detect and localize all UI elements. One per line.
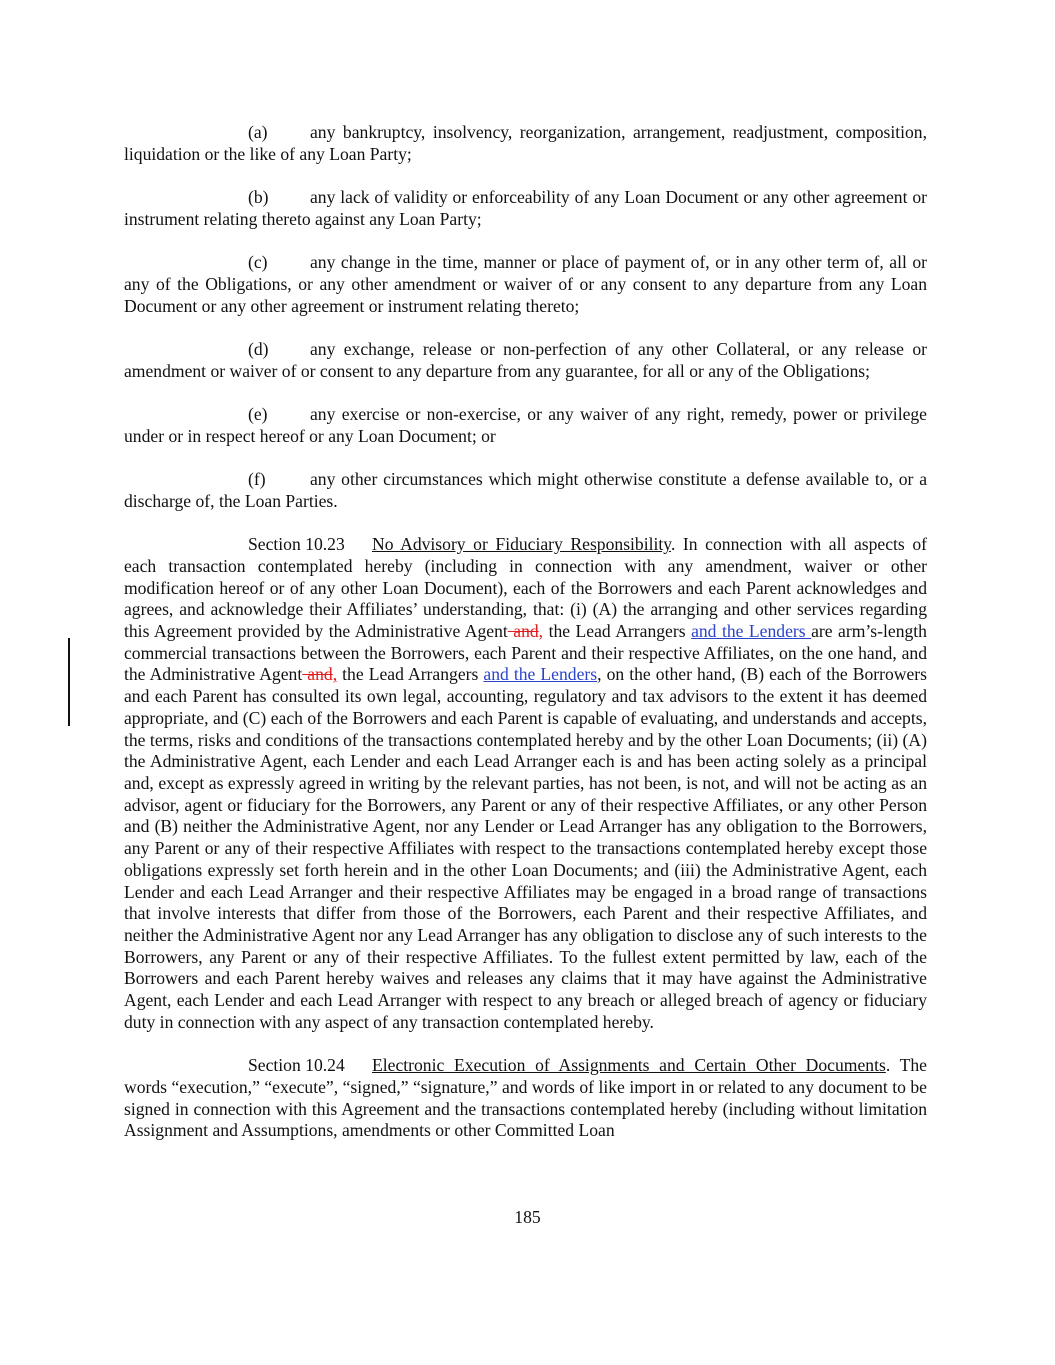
inserted-text: , [332,664,338,685]
section-text: the Lead Arrangers [337,664,484,685]
item-label: (a) [248,122,268,142]
list-item [124,122,927,165]
section-10-23 [124,534,927,1033]
item-label: (f) [248,469,266,490]
list-item [124,339,927,382]
page-number: 185 [514,1207,541,1227]
inserted-text: and the Lenders [691,621,812,642]
section-heading: No Advisory or Fiduciary Responsibility [372,534,671,555]
item-text: any exchange, release or non-perfection of any other Collateral, or any release or amendment or waiver of or consent to any departure from any guarantee, for all or any of the Obligations; [124,338,927,381]
section-text: . The words “execution,” “execute”, “signed,” “signature,” and words of like import in or related to any document to be signed in connection with this Agreement and the transactions contemplated hereby (including without limitation Assignment and Assumptions, amendments or other Committed Loan [124,1055,927,1141]
item-label: (c) [248,252,268,273]
inserted-text: and the Lenders [483,664,598,685]
deleted-text: and [507,621,539,642]
item-text: any other circumstances which might otherwise constitute a defense available to, or a discharge of, the Loan Parties. [124,469,927,511]
list-item [124,187,927,230]
document-body [124,122,927,1164]
inserted-text: , [538,621,544,642]
item-label: (b) [248,187,269,208]
list-item [124,252,927,317]
item-text: any exercise or non-exercise, or any waiver of any right, remedy, power or privilege under or in respect hereof or any Loan Document; or [124,404,927,446]
section-text: . In connection with all aspects of each transaction contemplated hereby (including in connection with any amendment, waiver or other modification hereof or of any other Loan Document), each of the Borrowers and each Parent acknowledges and agrees, and acknowledge their Affiliates’ understanding, that: (i) (A) the arranging and other services regarding this Agreement provided by the Administrative Agent [124,534,927,642]
deleted-text: and [302,664,333,685]
list-item [124,404,927,447]
item-text: any lack of validity or enforceability of any Loan Document or any other agreement or instrument relating thereto against any Loan Party; [124,187,927,229]
item-label: (e) [248,404,268,425]
section-text: the Lead Arrangers [543,621,692,642]
section-text: , on the other hand, (B) each of the Borrowers and each Parent has consulted its own legal, accounting, regulatory and tax advisors to the extent it has deemed appropriate, and (C) each of the Borrowers and each Parent is capable of evaluating, and understands and accepts, the terms, risks and conditions of the transactions contemplated hereby and by the other Loan Documents; (ii) (A) the Administrative Agent, each Lender and each Lead Arranger each is and has been acting solely as a principal and, except as expressly agreed in writing by the relevant parties, has not been, is not, and will not be acting as an advisor, agent or fiduciary for the Borrowers, any Parent or any of their respective Affiliates, or any other Person and (B) neither the Administrative Agent, nor any Lender or Lead Arranger has any obligation to the Borrowers, any Parent or any of their respective Affiliates with respect to the transactions contemplated hereby except those obligations expressly set forth herein and in the other Loan Documents; and (iii) the Administrative Agent, each Lender and each Lead Arranger and their respective Affiliates may be engaged in a broad range of transactions that involve interests that differ from those of the Borrowers, each Parent and their respective Affiliates, and neither the Administrative Agent nor any Lead Arranger has any obligation to disclose any of such interests to the Borrowers, any Parent or any of their respective Affiliates. To the fullest extent permitted by law, each of the Borrowers and each Parent hereby waives and releases any claims that it may have against the Administrative Agent, each Lender and each Lead Arranger with respect to any breach or alleged breach of agency or fiduciary duty in connection with any aspect of any transaction contemplated hereby. [124,664,928,1032]
section-text: are arm’s-length commercial transactions between the Borrowers, each Parent and their respective Affiliates, on the one hand, and the Administrative Agent [124,621,927,685]
section-label: Section 10.23 [248,534,345,555]
section-heading: Electronic Execution of Assignments and Certain Other Documents [372,1055,886,1076]
item-text: any change in the time, manner or place of payment of, or in any other term of, all or any of the Obligations, or any other amendment or waiver of or any consent to any departure from any Loan Document or any other agreement or instrument relating thereto; [124,252,927,316]
section-label: Section 10.24 [248,1055,345,1076]
item-label: (d) [248,338,269,359]
item-text: any bankruptcy, insolvency, reorganization, arrangement, readjustment, composition, liquidation or the like of any Loan Party; [124,122,927,164]
list-item [124,469,927,512]
change-bar [68,638,70,726]
section-10-24 [124,1055,927,1142]
